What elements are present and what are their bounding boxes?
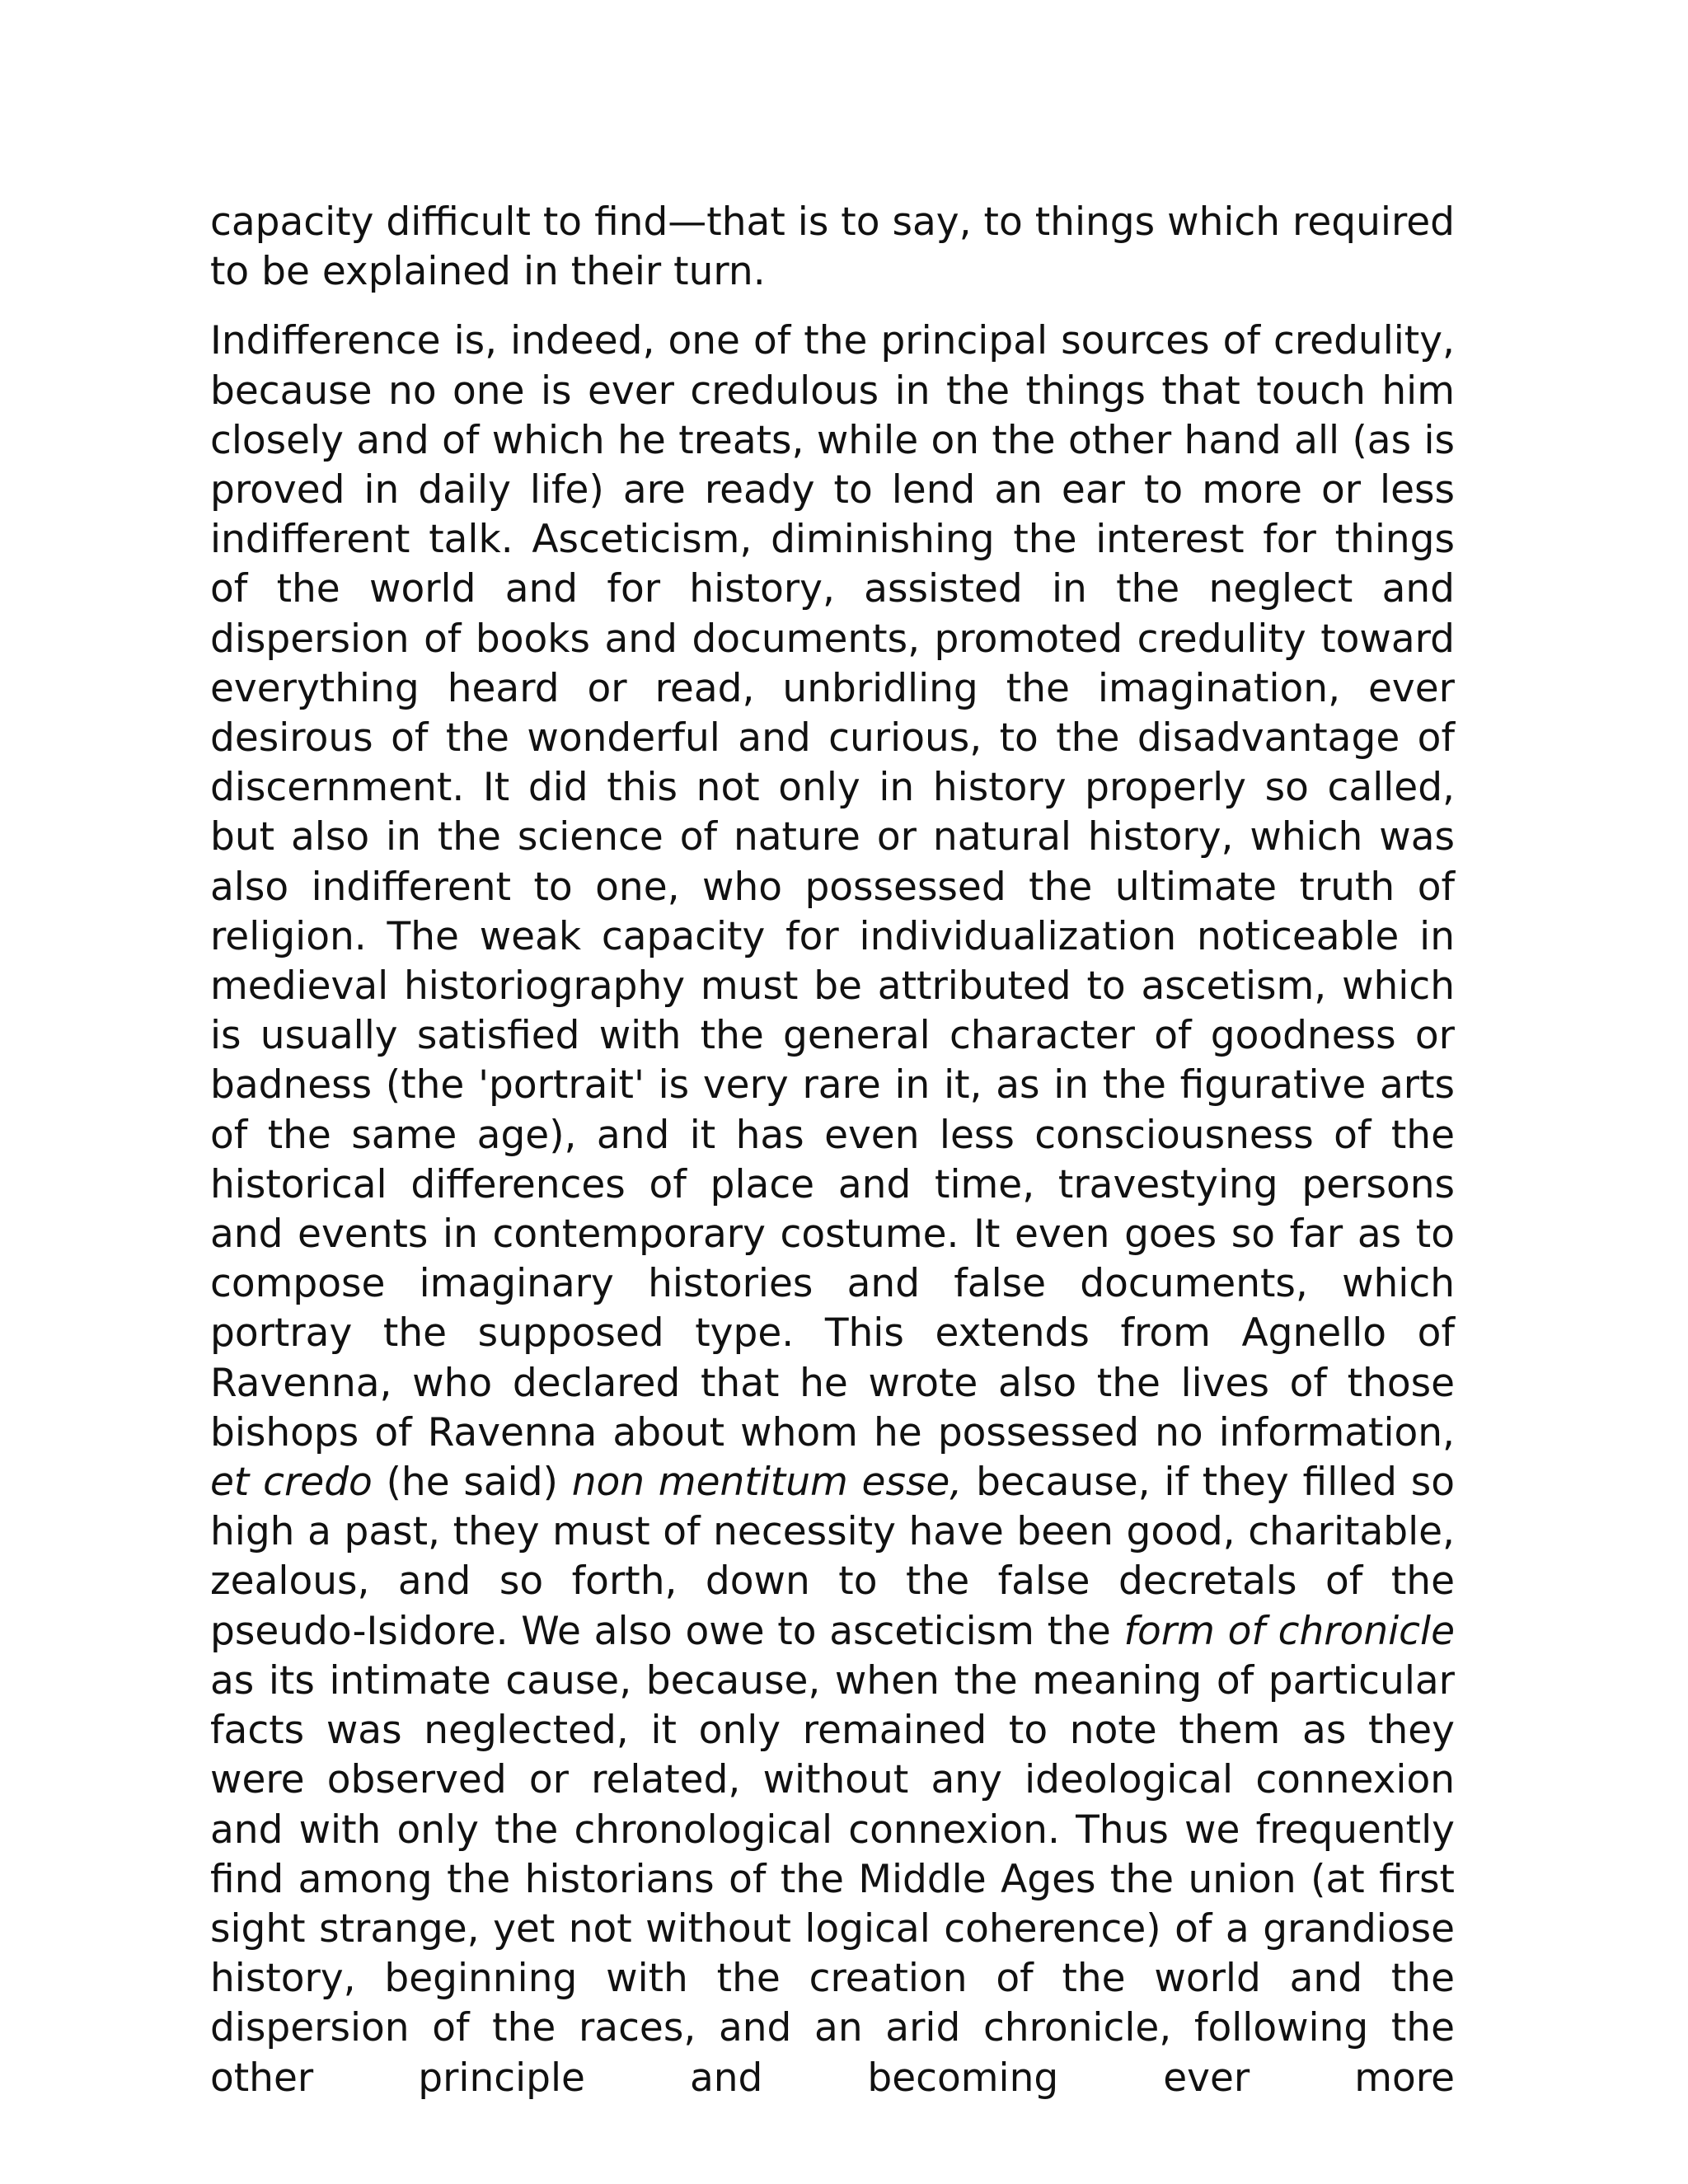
paragraph (210, 316, 1455, 2102)
paragraph-text: Indifference is, indeed, one of the principal sources of credulity, because no one is ever credulous in the things that touch him closely and of which he treats, while on the other hand all (as is proved in daily life) are ready to lend an ear to more or less indifferent talk. Asceticism, diminishing the interest for things of the world and for history, assisted in the neglect and dispersion of books and documents, promoted credulity toward everything heard or read, unbridling the imagination, ever desirous of the wonderful and curious, to the disadvantage of discernment. It did this not only in history properly so called, but also in the science of nature or natural history, which was also indifferent to one, who possessed the ultimate truth of religion. The weak capacity for individualization noticeable in medieval historiography must be attributed to ascetism, which is usually satisfied with the general character of goodness or badness (the 'portrait' is very rare in it, as in the figurative arts of the same age), and it has even less consciousness of the historical differences of place and time, travestying persons and events in contemporary costume. It even goes so far as to compose imaginary histories and false documents, which portray the supposed type. This extends from Agnello of Ravenna, who declared that he wrote also the lives of those bishops of Ravenna about whom he possessed no information, (210, 318, 1455, 1455)
italic-phrase-non-mentitum-esse: non mentitum esse, (571, 1460, 963, 1506)
paragraph-text: because, if they filled so high a past, they must of necessity have been good, charitable, zealous, and so forth, down to the false decretals of the pseudo-Isidore. We also owe to asceticism the (210, 1460, 1455, 1654)
italic-phrase-form-of-chronicle: form of chronicle (1123, 1608, 1455, 1654)
paragraph-text: (he said) (372, 1460, 572, 1506)
document-page (210, 198, 1455, 2103)
paragraph-text: capacity difficult to find—that is to say, to things which required to be explained in their turn. (210, 199, 1455, 295)
paragraph (210, 198, 1455, 297)
paragraph-text: as its intimate cause, because, when the meaning of particular facts was neglected, it only remained to note them as they were observed or related, without any ideological connexion and with only the chronological connexion. Thus we frequently find among the historians of the Middle Ages the union (at first sight strange, yet not without logical coherence) of a grandiose history, beginning with the creation of the world and the dispersion of the races, and an arid chronicle, following the other principle and becoming ever more (210, 1657, 1455, 2101)
italic-phrase-et-credo: et credo (210, 1460, 373, 1506)
